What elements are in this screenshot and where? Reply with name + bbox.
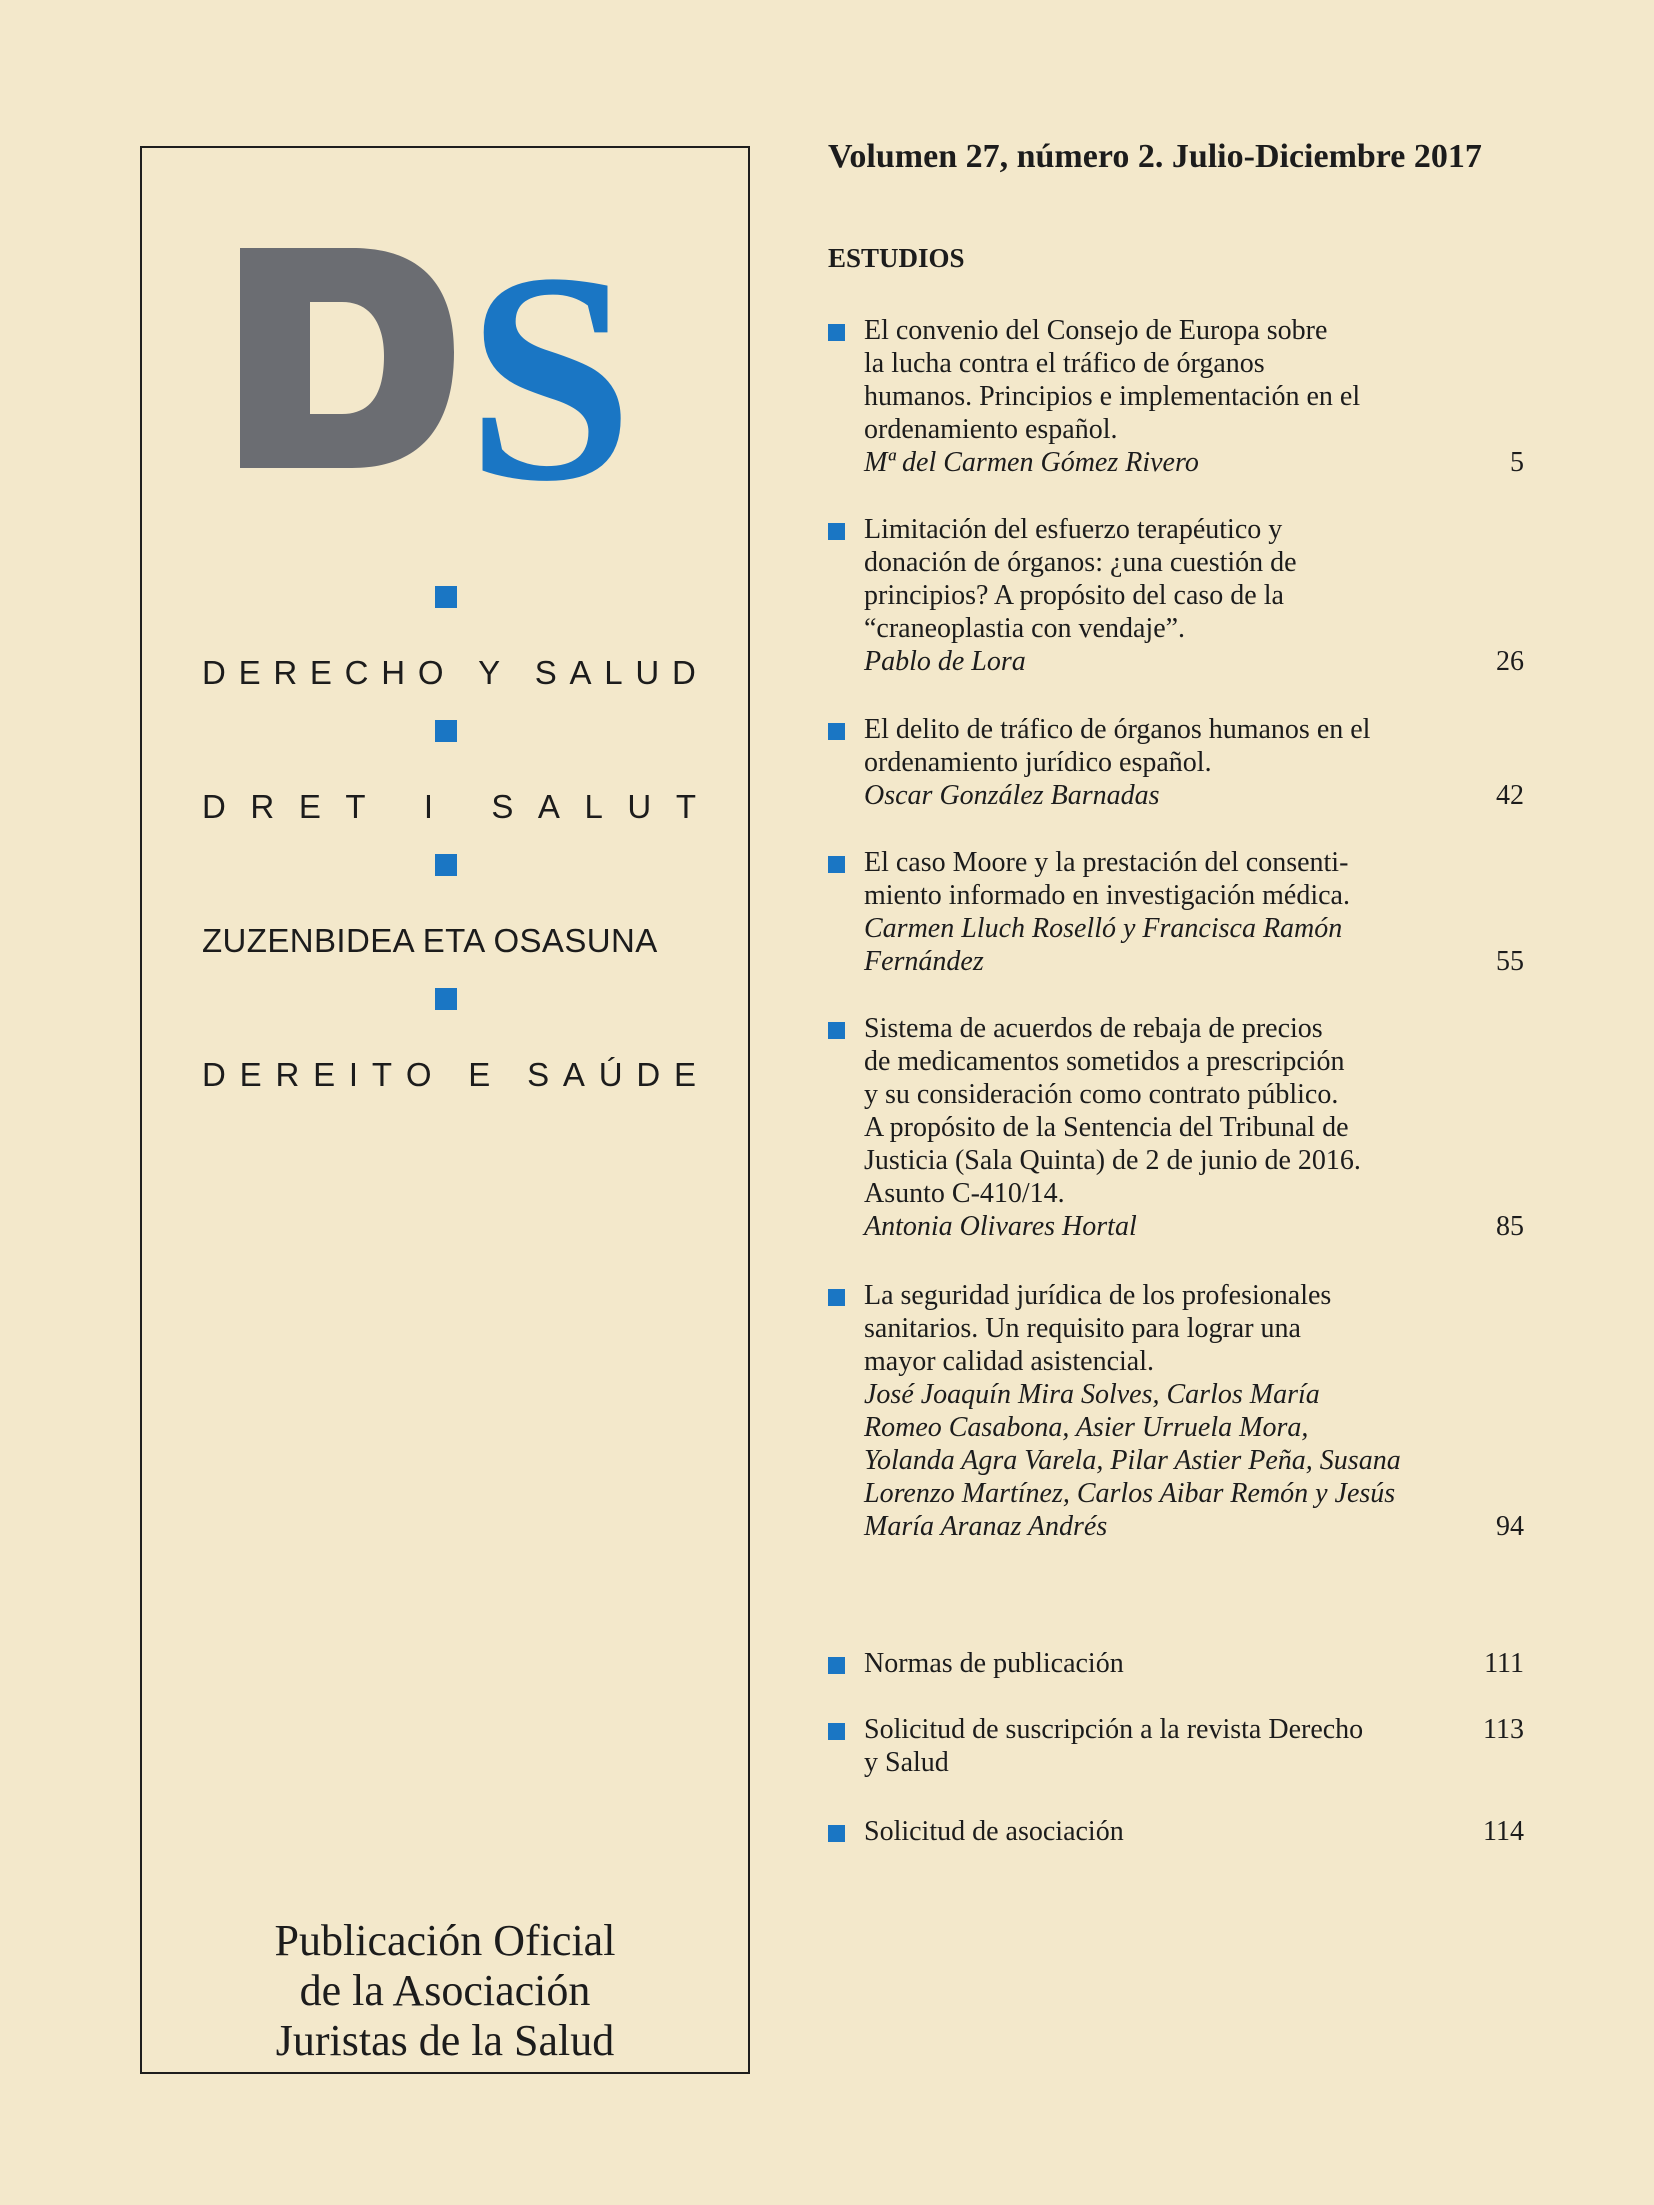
entry-title (864, 513, 1446, 645)
entry-author-line: Pablo de Lora (864, 646, 1026, 677)
entry-page-number: 114 (1483, 1816, 1524, 1847)
entry-author-line: Carmen Lluch Roselló y Francisca Ramón (864, 913, 1343, 944)
entry-page-number: 94 (1496, 1511, 1524, 1542)
blue-square-bullet-icon (828, 1022, 845, 1039)
toc-extra-entry (828, 1647, 1524, 1680)
entry-title-line: La seguridad jurídica de los profesionales (864, 1280, 1332, 1311)
blue-square-bullet-icon (828, 1825, 845, 1842)
ds-logo (232, 234, 672, 494)
entry-title-line: principios? A propósito del caso de la (864, 580, 1284, 611)
toc-extra-entry (828, 1815, 1524, 1848)
toc-extra-entry (828, 1713, 1524, 1779)
entry-page-number: 5 (1510, 447, 1524, 478)
entry-author-line: María Aranaz Andrés (864, 1511, 1108, 1542)
volume-heading: Volumen 27, número 2. Julio-Diciembre 2017 (828, 138, 1482, 175)
entry-title-line: y Salud (864, 1747, 949, 1778)
entry-page-number: 85 (1496, 1211, 1524, 1242)
blue-square-icon (435, 720, 457, 742)
blue-square-bullet-icon (828, 1289, 845, 1306)
entry-page-number: 113 (1483, 1714, 1524, 1745)
entry-author (864, 645, 1446, 678)
toc-entry (828, 513, 1524, 678)
entry-page-number: 42 (1496, 780, 1524, 811)
blue-square-bullet-icon (828, 324, 845, 341)
entry-title-line: Sistema de acuerdos de rebaja de precios (864, 1013, 1323, 1044)
toc-entry (828, 1279, 1524, 1543)
entry-author-line: Romeo Casabona, Asier Urruela Mora, (864, 1412, 1309, 1443)
blue-square-icon (435, 988, 457, 1010)
entry-author (864, 446, 1446, 479)
entry-author (864, 779, 1446, 812)
toc-entry (828, 314, 1524, 479)
language-dret-i-salut: D R E T I S A L U T (202, 788, 696, 825)
entry-title-line: de medicamentos sometidos a prescripción (864, 1046, 1345, 1077)
blue-square-icon (435, 854, 457, 876)
entry-title-line: la lucha contra el tráfico de órganos (864, 348, 1265, 379)
entry-title (864, 1012, 1446, 1210)
entry-author-line: Oscar González Barnadas (864, 780, 1160, 811)
toc-entry (828, 713, 1524, 812)
language-dereito-e-saude: D E R E I T O E S A Ú D E (202, 1056, 696, 1093)
entry-author-line: José Joaquín Mira Solves, Carlos María (864, 1379, 1320, 1410)
language-zuzenbidea-eta-osasuna: ZUZENBIDEA ETA OSASUNA (202, 922, 658, 959)
entry-title-line: mayor calidad asistencial. (864, 1346, 1154, 1377)
section-heading: ESTUDIOS (828, 243, 965, 273)
entry-title (864, 1815, 1446, 1848)
entry-author-line: Yolanda Agra Varela, Pilar Astier Peña, Susana (864, 1445, 1401, 1476)
language-derecho-y-salud: D E R E C H O Y S A L U D (202, 654, 696, 691)
entry-author-line: Mª del Carmen Gómez Rivero (864, 447, 1199, 478)
entry-page-number: 55 (1496, 946, 1524, 977)
entry-author-line: Antonia Olivares Hortal (864, 1211, 1137, 1242)
entry-title-line: “craneoplastia con vendaje”. (864, 613, 1186, 644)
blue-square-bullet-icon (828, 723, 845, 740)
publisher-statement (142, 1916, 748, 2066)
blue-square-bullet-icon (828, 523, 845, 540)
entry-title-line: ordenamiento jurídico español. (864, 747, 1212, 778)
publisher-line: de la Asociación (299, 1966, 591, 2015)
entry-title (864, 1279, 1446, 1378)
entry-title-line: y su consideración como contrato público. (864, 1079, 1339, 1110)
entry-title (864, 314, 1446, 446)
entry-title-line: A propósito de la Sentencia del Tribunal de (864, 1112, 1349, 1143)
blue-square-icon (435, 586, 457, 608)
entry-page-number: 26 (1496, 646, 1524, 677)
blue-square-bullet-icon (828, 856, 845, 873)
entry-author (864, 1210, 1446, 1243)
publisher-line: Publicación Oficial (274, 1916, 616, 1965)
publisher-line: Juristas de la Salud (275, 2016, 615, 2065)
blue-square-bullet-icon (828, 1657, 845, 1674)
entry-title-line: El delito de tráfico de órganos humanos en el (864, 714, 1371, 745)
entry-title-line: El convenio del Consejo de Europa sobre (864, 315, 1328, 346)
entry-title-line: ordenamiento español. (864, 414, 1118, 445)
entry-title-line: sanitarios. Un requisito para lograr una (864, 1313, 1301, 1344)
entry-title-line: Solicitud de asociación (864, 1816, 1124, 1847)
blue-square-bullet-icon (828, 1723, 845, 1740)
entry-title (864, 1713, 1446, 1779)
entry-author-line: Fernández (864, 946, 984, 977)
entry-author-line: Lorenzo Martínez, Carlos Aibar Remón y Jesús (864, 1478, 1396, 1509)
entry-title-line: donación de órganos: ¿una cuestión de (864, 547, 1297, 578)
entry-title-line: Limitación del esfuerzo terapéutico y (864, 514, 1283, 545)
entry-title (864, 846, 1446, 912)
entry-title (864, 1647, 1446, 1680)
left-panel (140, 146, 750, 2074)
entry-title-line: miento informado en investigación médica. (864, 880, 1350, 911)
entry-title-line: Justicia (Sala Quinta) de 2 de junio de 2016. (864, 1145, 1361, 1176)
entry-title (864, 713, 1446, 779)
toc-entry (828, 1012, 1524, 1243)
entry-author (864, 1378, 1446, 1543)
toc-entry (828, 846, 1524, 978)
entry-title-line: Normas de publicación (864, 1648, 1124, 1679)
entry-title-line: El caso Moore y la prestación del consenti- (864, 847, 1349, 878)
entry-title-line: Asunto C-410/14. (864, 1178, 1065, 1209)
logo-letter-d (240, 248, 454, 468)
entry-author (864, 912, 1446, 978)
entry-page-number: 111 (1484, 1648, 1524, 1679)
entry-title-line: humanos. Principios e implementación en el (864, 381, 1361, 412)
logo-letter-s: S (466, 234, 634, 494)
entry-title-line: Solicitud de suscripción a la revista Derecho (864, 1714, 1364, 1745)
